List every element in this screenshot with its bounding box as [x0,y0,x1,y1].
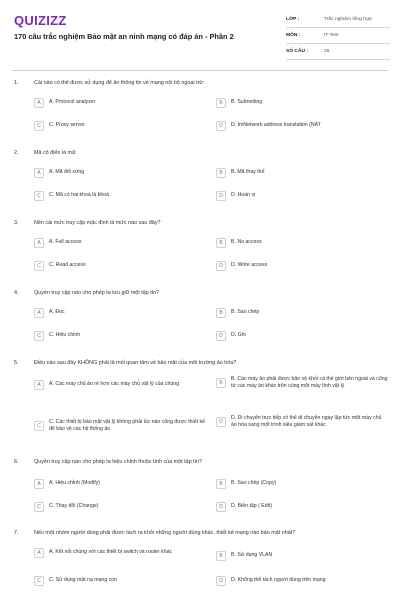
option-text: A. Các máy chủ ảo rẻ hơn các máy chủ vật lý của chúng [49,381,179,388]
option-letter: B [216,168,226,178]
question-text: Nếu một nhóm người dùng phải được tách ra khỏi những người dùng khác, thiết kế mạng nào bảo mật nhất? [34,530,296,536]
option-text: A. Kết nối chúng với các thiết bị switch và router khác [49,549,173,556]
option-letter: D [216,261,226,271]
option-text: B. Mã thay thế [231,169,265,176]
option-letter: D [216,417,226,427]
option-b[interactable] [216,551,388,561]
option-text: C. Hiệu chỉnh [49,332,81,339]
worksheet-title: 170 câu trắc nghiệm Bảo mật an ninh mạng có đáp án - Phần 2 [14,32,234,41]
option-letter: D [216,121,226,131]
option-text: D. Di chuyển trực tiếp có thể di chuyển ngay lập tức một máy chủ ảo hóa sang một trình siêu giám sát khác [231,415,382,429]
option-text: D. Ghi [231,332,246,339]
option-d[interactable] [216,121,388,131]
option-b[interactable] [216,98,388,108]
option-text: B. Sao chép (Copy) [231,480,277,487]
question-text: Cái nào có thể được sử dụng để ẩn thông tin về mạng nội bộ ngoại trừ: [34,80,205,86]
option-text: D. Không thể tách người dùng trên mạng [231,577,326,584]
question-number: 5. [14,360,19,366]
meta-value: 25 [324,49,330,54]
option-letter: C [34,502,44,512]
option-b[interactable] [216,376,388,390]
option-a[interactable] [34,479,209,489]
option-letter: D [216,576,226,586]
option-text: D. tmNetwork address translation (NAT [231,122,321,129]
question-text: Quyền truy cập nào cho phép ta lưu giữ một tập tin? [34,290,159,296]
option-letter: B [216,308,226,318]
question-text: Mã cổ điển là mã: [34,150,77,156]
worksheet-header [0,0,400,68]
option-d[interactable] [216,191,388,201]
option-text: C. Các thiết bị bảo mật vật lý không phải lúc nào cũng được thiết kế để bảo vệ các hệ thống ảo [49,419,205,433]
question-number: 2. [14,150,19,156]
meta-value: IT Test [324,33,339,38]
meta-label: LỚP : [286,17,300,22]
option-letter: C [34,121,44,131]
option-c[interactable] [34,331,209,341]
option-a[interactable] [34,238,209,248]
question-text: Điều nào sau đây KHÔNG phải là mối quan tâm về bảo mật của môi trường ảo hóa? [34,360,237,366]
worksheet-meta [286,12,390,60]
option-letter: B [216,479,226,489]
question-number: 6. [14,459,19,465]
question-text: Nên cài mức truy cập mặc định là mức nào sau đây? [34,220,161,226]
option-b[interactable] [216,238,388,248]
option-c[interactable] [34,419,209,433]
question-number: 7. [14,530,19,536]
option-text: C. Read access [49,262,86,269]
option-letter: A [34,238,44,248]
question-number: 4. [14,290,19,296]
option-d[interactable] [216,331,388,341]
option-text: A. Protocol analyzer [49,99,96,106]
option-text: D. Biên tập ( Edit) [231,503,272,510]
option-text: C. Thay đổi (Change) [49,503,99,510]
option-b[interactable] [216,308,388,318]
option-c[interactable] [34,261,209,271]
option-letter: D [216,191,226,201]
option-a[interactable] [34,548,209,558]
option-letter: B [216,98,226,108]
meta-row-class [286,12,390,28]
option-letter: A [34,98,44,108]
option-a[interactable] [34,380,209,390]
question-number: 3. [14,220,19,226]
option-d[interactable] [216,415,388,429]
option-text: B. Sử dụng VLAN [231,552,273,559]
question-text: Quyền truy cập nào cho phép ta hiệu chỉnh thuộc tính của một tập tin? [34,459,202,465]
option-text: A. Full access [49,239,82,246]
option-text: B. No access [231,239,262,246]
option-letter: A [34,168,44,178]
option-letter: D [216,502,226,512]
option-text: B. Subnetting [231,99,263,106]
question-number: 1. [14,80,19,86]
option-letter: B [216,551,226,561]
option-c[interactable] [34,502,209,512]
meta-value: Trắc nghiệm tổng hợp [324,17,372,22]
option-a[interactable] [34,98,209,108]
option-d[interactable] [216,502,388,512]
option-text: C. Proxy server [49,122,85,129]
option-letter: C [34,261,44,271]
option-text: A. Hiệu chỉnh (Modify) [49,480,101,487]
option-text: C. Mã có hai khoá là khoá [49,192,109,199]
option-letter: D [216,331,226,341]
option-letter: B [216,238,226,248]
option-c[interactable] [34,191,209,201]
option-d[interactable] [216,576,388,586]
option-text: D. Hoán vị [231,192,256,199]
header-divider [12,70,388,71]
meta-row-count [286,44,390,60]
option-b[interactable] [216,479,388,489]
meta-label: MÔN : [286,33,301,38]
option-letter: C [34,331,44,341]
option-b[interactable] [216,168,388,178]
option-letter: A [34,548,44,558]
quizizz-logo: QUIZIZZ [14,13,67,28]
option-letter: C [34,191,44,201]
option-letter: C [34,576,44,586]
option-d[interactable] [216,261,388,271]
option-a[interactable] [34,308,209,318]
option-text: C. Sử dụng mặt nạ mạng con [49,577,118,584]
option-c[interactable] [34,121,209,131]
option-text: A. Mã đối xứng [49,169,85,176]
option-letter: A [34,308,44,318]
option-letter: B [216,378,226,388]
option-text: B. Các máy ảo phải được bảo vệ khỏi cả thế giới bên ngoài và cũng từ các máy ảo khác trên cùng một máy tính vật lý [231,376,388,390]
option-a[interactable] [34,168,209,178]
option-text: D. Write access [231,262,268,269]
option-letter: A [34,479,44,489]
option-letter: C [34,421,44,431]
option-text: A. Đọc [49,309,65,316]
option-c[interactable] [34,576,209,586]
option-text: B. Sao chép [231,309,260,316]
meta-row-subject [286,28,390,44]
meta-label: SỐ CÂU : [286,49,309,54]
option-letter: A [34,380,44,390]
